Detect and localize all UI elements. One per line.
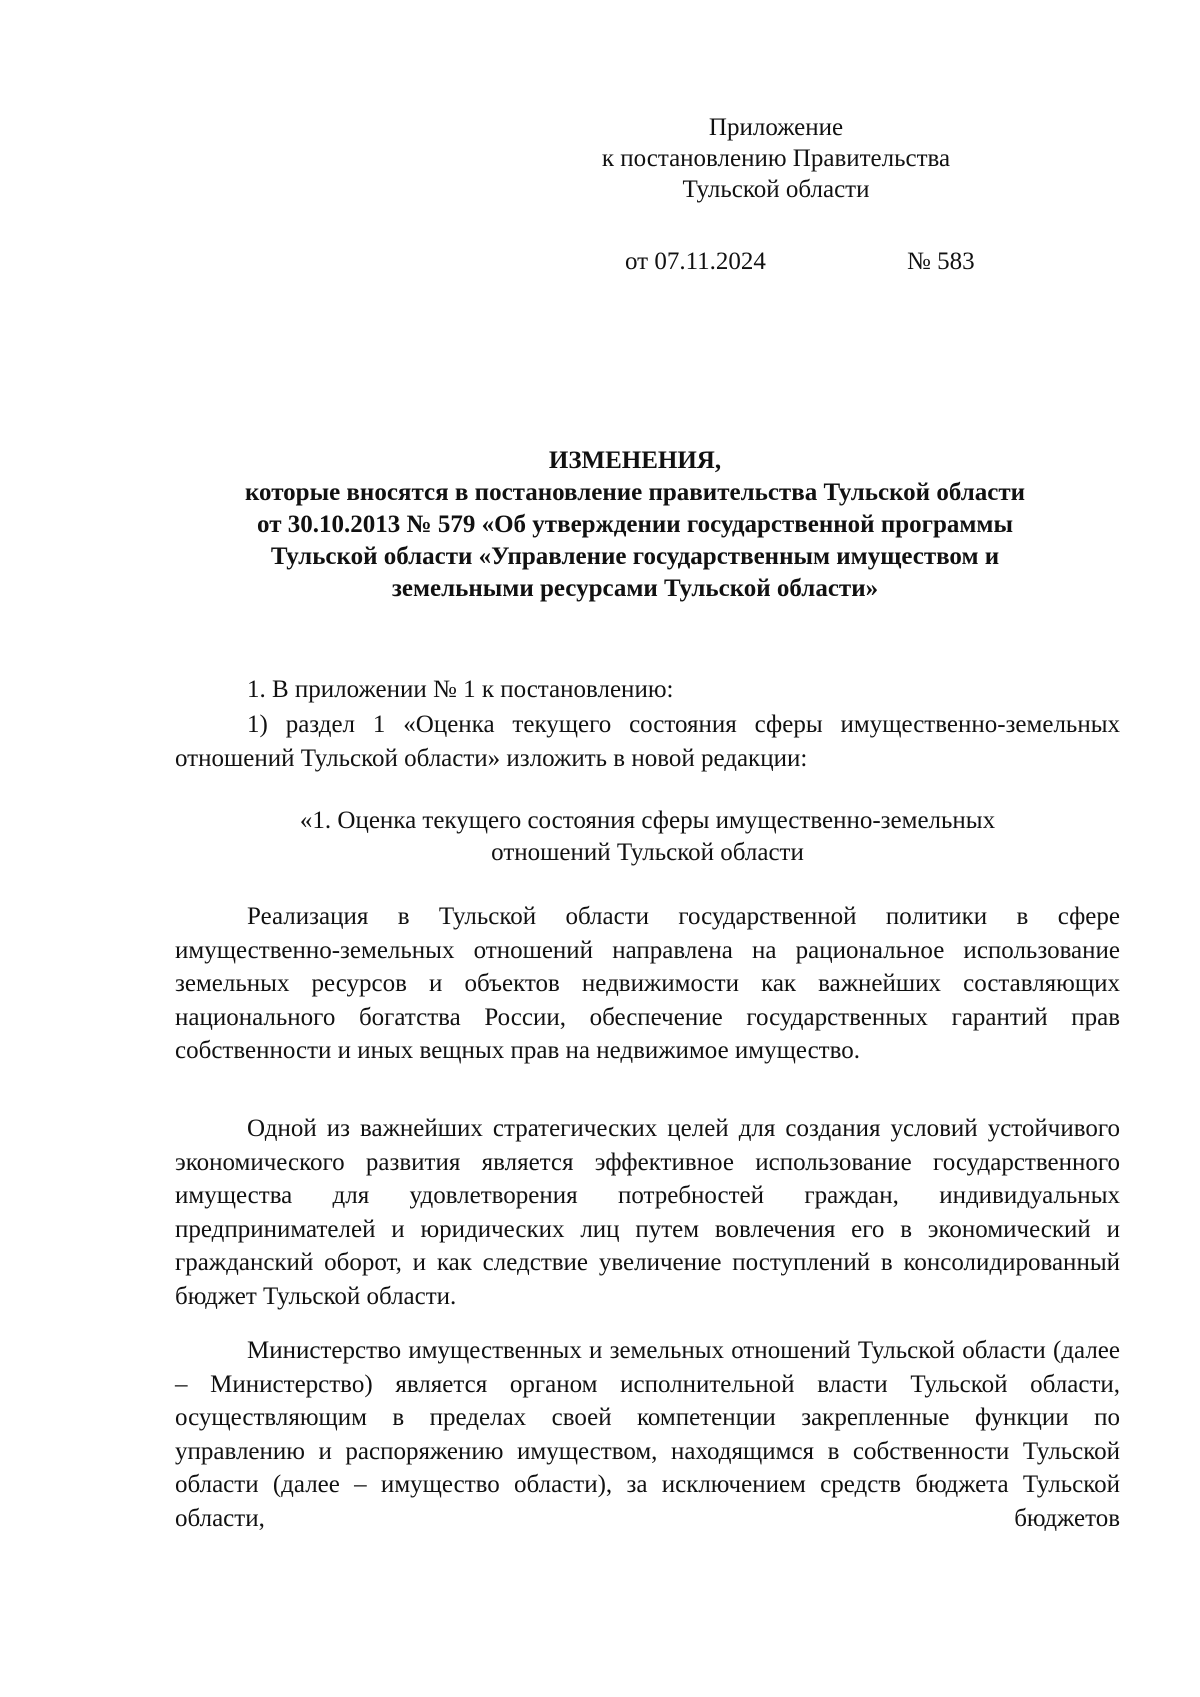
item-1: 1. В приложении № 1 к постановлению: — [247, 676, 674, 703]
section-heading-line: «1. Оценка текущего состояния сферы имущественно-земельных — [299, 807, 996, 834]
decree-date: от 07.11.2024 — [625, 248, 766, 275]
title-line: ИЗМЕНЕНИЯ, — [548, 447, 722, 474]
appendix-header — [560, 112, 992, 205]
title-line: Тульской области «Управление государственным имуществом и — [270, 543, 1000, 570]
paragraph-1: Реализация в Тульской области государственной политики в сфере имущественно-земельных отношений направлена на рациональное использование земельных ресурсов и объектов недвижимости как важнейших составляющих национального богатства России, обеспечение государственных гарантий прав собственности и иных вещных прав на недвижимое имущество. — [175, 903, 1120, 1064]
appendix-line: Тульской области — [682, 176, 870, 203]
document-title — [175, 445, 1095, 605]
appendix-line: к постановлению Правительства — [601, 145, 951, 172]
item-1-1: 1) раздел 1 «Оценка текущего состояния сферы имущественно-земельных отношений Тульской области» изложить в новой редакции: — [175, 711, 1120, 772]
appendix-line: Приложение — [708, 114, 844, 141]
section-heading — [175, 805, 1120, 869]
decree-number: № 583 — [907, 248, 975, 275]
title-line: которые вносятся в постановление правительства Тульской области — [244, 479, 1026, 506]
title-line: от 30.10.2013 № 579 «Об утверждении государственной программы — [257, 511, 1013, 538]
paragraph-3: Министерство имущественных и земельных отношений Тульской области (далее – Министерство) является органом исполнительной власти Тульской области, осуществляющим в пределах своей компетенции закрепленные функции по управлению и распоряжению имуществом, находящимся в собственности Тульской области (далее – имущество области), за исключением средств бюджета Тульской области, бюджетов — [175, 1337, 1120, 1532]
title-line: земельными ресурсами Тульской области» — [391, 575, 879, 602]
section-heading-line: отношений Тульской области — [491, 839, 804, 866]
paragraph-2: Одной из важнейших стратегических целей для создания условий устойчивого экономического развития является эффективное использование государственного имущества для удовлетворения потребностей граждан, индивидуальных предпринимателей и юридических лиц путем вовлечения его в экономический и гражданский оборот, и как следствие увеличение поступлений в консолидированный бюджет Тульской области. — [175, 1115, 1120, 1310]
